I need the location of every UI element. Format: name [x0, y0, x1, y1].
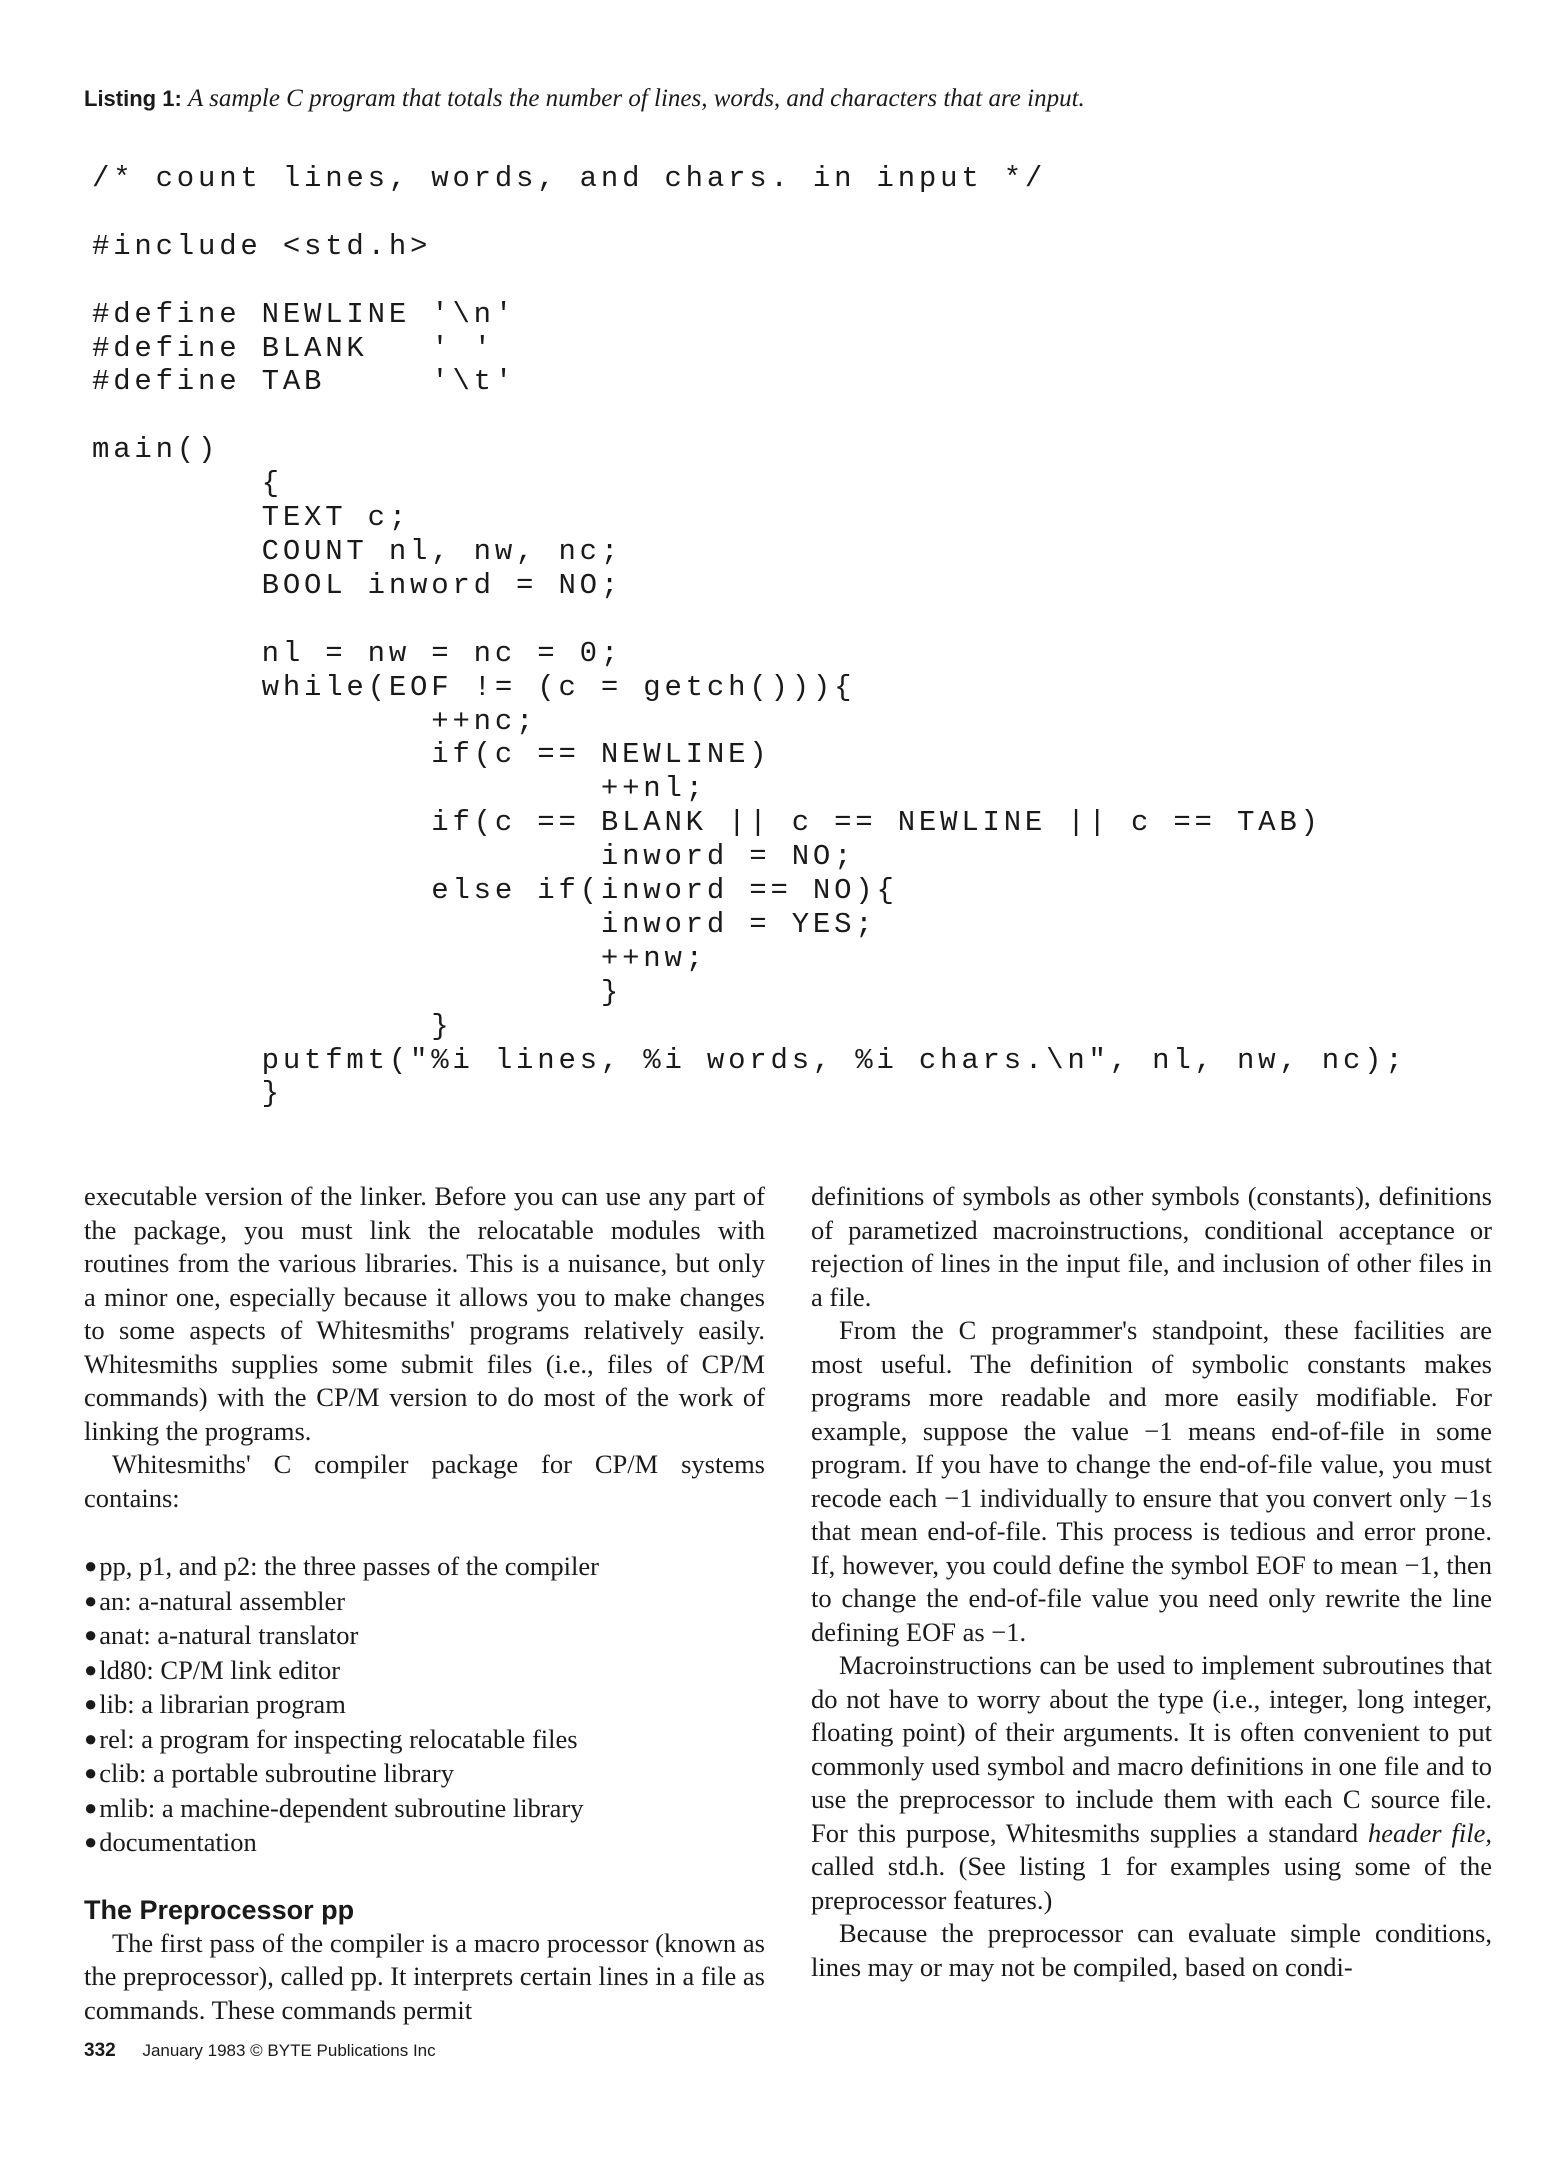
code-line: [92, 264, 1407, 298]
list-item: [84, 1825, 765, 1860]
listing-caption: [84, 82, 1504, 116]
list-item-text: documentation: [99, 1827, 257, 1857]
bullet-icon: ●: [84, 1760, 98, 1785]
body-paragraph: definitions of symbols as other symbols (constants), definitions of parametized macroinstructions, conditional acceptance or rejection of lines in the input file, and inclusion of other files in a file.: [811, 1181, 1492, 1312]
code-line: [92, 603, 1407, 637]
code-line: ++nw;: [92, 941, 707, 975]
bullet-icon: ●: [84, 1691, 98, 1716]
list-item-text: anat: a-natural translator: [99, 1620, 359, 1650]
body-paragraph: executable version of the linker. Before you can use any part of the package, you must link the relocatable modules with routines from the various libraries. This is a nuisance, but only a minor one, especially because it allows you to make changes to some aspects of Whitesmiths' programs relatively easily. Whitesmiths supplies some submit files (i.e., files of CP/M commands) with the CP/M version to do most of the work of linking the programs.: [84, 1181, 765, 1446]
list-item: [84, 1584, 765, 1619]
bullet-icon: ●: [84, 1656, 98, 1682]
code-line: inword = NO;: [92, 840, 856, 874]
code-line: TEXT c;: [92, 501, 411, 535]
code-line: nl = nw = nc = 0;: [92, 636, 623, 670]
code-line: putfmt("%i lines, %i words, %i chars.\n", nl, nw, nc);: [92, 1043, 1407, 1077]
code-line: }: [92, 1009, 453, 1043]
emphasized-term: header file,: [1368, 1817, 1493, 1848]
page-footer: [84, 2040, 436, 2062]
list-item-text: ld80: CP/M link editor: [99, 1654, 341, 1685]
paragraph-text: called std.h. (See listing 1 for examples using some of the preprocessor features.): [811, 1851, 1492, 1915]
bullet-icon: ●: [84, 1725, 98, 1751]
code-line: if(c == NEWLINE): [92, 738, 771, 772]
right-column: [811, 1180, 1492, 1984]
list-item: [84, 1653, 765, 1688]
code-line: /* count lines, words, and chars. in input */: [92, 162, 1047, 195]
code-line: }: [92, 1077, 283, 1111]
code-line: #define TAB '\t': [92, 365, 517, 399]
code-line: [92, 196, 1407, 230]
code-line: #include <std.h>: [92, 229, 432, 263]
footer-text: January 1983 © BYTE Publications Inc: [142, 2041, 436, 2060]
code-line: else if(inword == NO){: [92, 874, 898, 908]
list-item-text: lib: a librarian program: [99, 1689, 346, 1719]
bullet-icon: ●: [84, 1622, 98, 1647]
list-item: [84, 1687, 765, 1722]
bullet-icon: ●: [84, 1829, 98, 1854]
code-line: {: [92, 467, 283, 501]
code-line: if(c == BLANK || c == NEWLINE || c == TAB): [92, 806, 1322, 840]
code-line: COUNT nl, nw, nc;: [92, 534, 623, 568]
list-item-text: rel: a program for inspecting relocatable files: [99, 1723, 578, 1754]
list-item-text: an: a-natural assembler: [99, 1585, 346, 1616]
bullet-icon: ●: [84, 1794, 98, 1820]
code-line: #define BLANK ' ': [92, 331, 495, 365]
list-item: [84, 1618, 765, 1653]
code-line: [92, 399, 1407, 433]
body-paragraph: Because the preprocessor can evaluate simple conditions, lines may or may not be compiled, based on condi-: [811, 1918, 1492, 1982]
body-paragraph: [811, 1649, 1492, 1917]
list-item: [84, 1756, 765, 1791]
list-item-text: clib: a portable subroutine library: [99, 1758, 454, 1788]
body-paragraph: Whitesmiths' C compiler package for CP/M systems contains:: [84, 1449, 765, 1513]
page-number: 332: [84, 2040, 116, 2061]
code-line: ++nl;: [92, 772, 707, 806]
list-item: [84, 1791, 765, 1826]
body-paragraph: The first pass of the compiler is a macro processor (known as the preprocessor), called pp. It interprets certain lines in a file as commands. These commands permit: [84, 1927, 765, 2025]
code-line: BOOL inword = NO;: [92, 568, 623, 602]
package-contents-list: [84, 1549, 765, 1860]
code-line: }: [92, 975, 623, 1009]
code-line: main(): [92, 433, 220, 467]
list-item: [84, 1549, 765, 1584]
code-line: ++nc;: [92, 704, 538, 738]
left-column: [84, 1180, 765, 2027]
paragraph-text: Macroinstructions can be used to implement subroutines that do not have to worry about the type (i.e., integer, long integer, floating point) of their arguments. It is often convenient to put commonly used symbol and macro definitions in one file and to use the preprocessor to include them with each C source file. For this purpose, Whitesmiths supplies a standard: [811, 1650, 1492, 1848]
list-item-text: pp, p1, and p2: the three passes of the compiler: [99, 1551, 599, 1581]
code-line: #define NEWLINE '\n': [92, 297, 517, 331]
code-line: while(EOF != (c = getch())){: [92, 670, 856, 704]
body-paragraph: From the C programmer's standpoint, these facilities are most useful. The definition of symbolic constants makes programs more readable and more easily modifiable. For example, suppose the value −1 means end-of-file in some program. If you have to change the end-of-file value, you must recode each −1 individually to ensure that you convert only −1s that mean end-of-file. This process is tedious and error prone. If, however, you could define the symbol EOF to mean −1, then to change the end-of-file value you need only rewrite the line defining EOF as −1.: [811, 1315, 1492, 1647]
section-heading: The Preprocessor pp: [84, 1894, 355, 1925]
bullet-icon: ●: [84, 1587, 98, 1613]
caption-text: A sample C program that totals the number of lines, words, and characters that are input.: [188, 85, 1085, 112]
code-listing: [92, 162, 1407, 1111]
list-item: [84, 1722, 765, 1757]
list-item-text: mlib: a machine-dependent subroutine library: [99, 1792, 584, 1823]
code-line: inword = YES;: [92, 907, 877, 941]
bullet-icon: ●: [84, 1553, 98, 1578]
caption-label: Listing 1:: [84, 86, 182, 111]
